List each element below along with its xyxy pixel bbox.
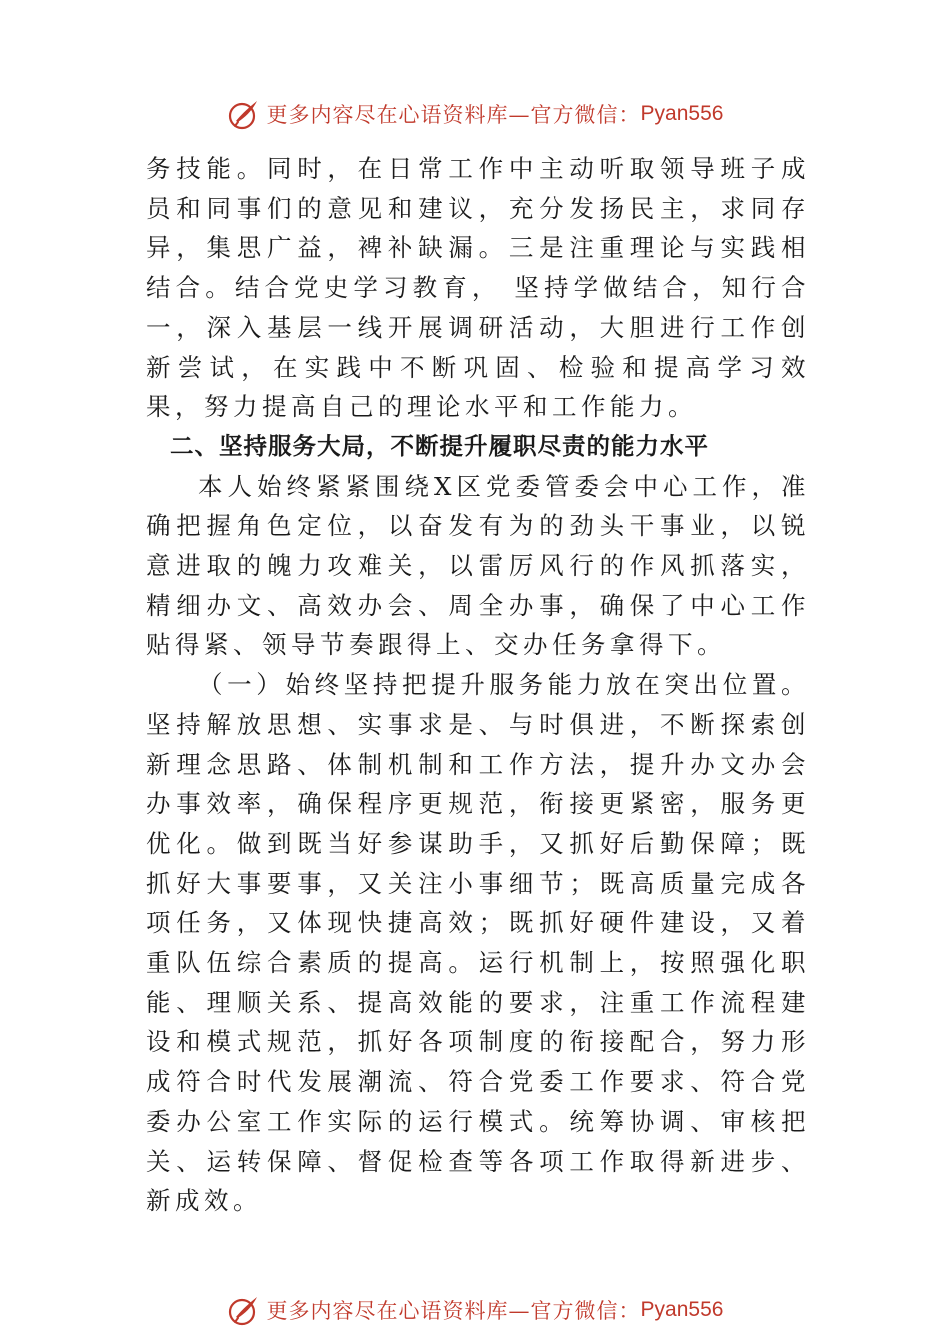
banner-text: 更多内容尽在心语资料库—官方微信： [266,1299,641,1323]
paragraph-subsection-1: （一）始终坚持把提升服务能力放在突出位置。坚持解放思想、实事求是、与时俱进，不断探索创新理念思路、体制机制和工作方法，提升办文办会办事效率，确保程序更规范，衔接更紧密，服务更优化。做到既当好参谋助手，又抓好后勤保障；既抓好大事要事，又关注小事细节；既高质量完成各项任务，又体现快捷高效；既抓好硬件建设，又着重队伍综合素质的提高。运行机制上，按照强化职能、理顺关系、提高效能的要求，注重工作流程建设和模式规范，抓好各项制度的衔接配合，努力形成符合时代发展潮流、符合党委工作要求、符合党委办公室工作实际的运行模式。统筹协调、审核把关、运转保障、督促检查等各项工作取得新进步、新成效。 [146,670,810,1216]
banner-text: 更多内容尽在心语资料库—官方微信： [266,103,641,127]
footer-watermark-banner [0,1288,950,1332]
paragraph-intro: 本人始终紧紧围绕X区党委管委会中心工作，准确把握角色定位，以奋发有为的劲头干事业，以锐意进取的魄力攻难关，以雷厉风行的作风抓落实，精细办文、高效办会、周全办事，确保了中心工作贴得紧、领导节奏跟得上、交办任务拿得下。 [146,471,810,660]
paragraph-continuation: 务技能。同时，在日常工作中主动听取领导班子成员和同事们的意见和建议，充分发扬民主，求同存异，集思广益，裨补缺漏。三是注重理论与实践相结合。结合党史学习教育， 坚持学做结合，知行合一，深入基层一线开展调研活动，大胆进行工作创新尝试，在实践中不断巩固、检验和提高学习效果，努力提高自己的理论水平和工作能力。 [146,154,810,422]
quill-logo-icon [227,97,261,131]
banner-wechat-id: Pyan556 [640,102,724,125]
quill-logo-icon [227,1293,261,1327]
banner-wechat-id: Pyan556 [640,1298,724,1321]
document-body [146,149,810,1221]
header-watermark-banner [0,92,950,136]
section-heading: 二、坚持服务大局，不断提升履职尽责的能力水平 [170,431,709,460]
